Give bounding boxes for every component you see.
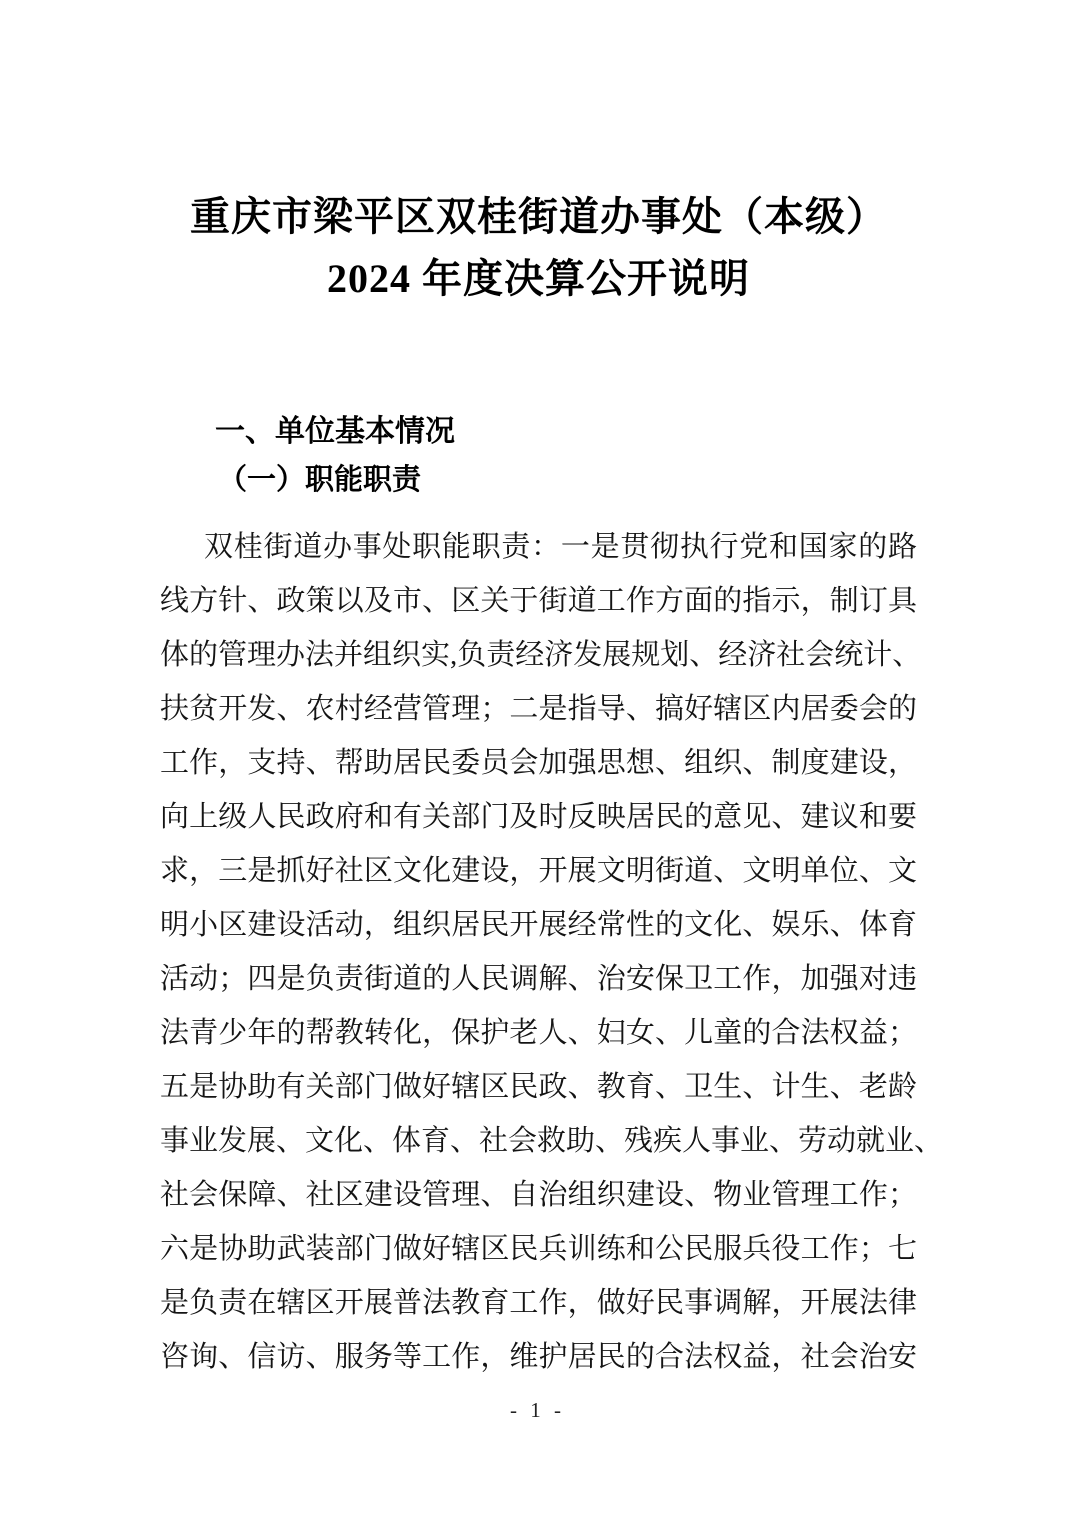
paragraph-line: 扶贫开发、农村经营管理；二是指导、搞好辖区内居委会的 — [160, 693, 917, 725]
section-heading-basic-info: 一、单位基本情况 — [215, 415, 455, 448]
paragraph-line: 活动；四是负责街道的人民调解、治安保卫工作，加强对违 — [160, 963, 917, 995]
document-title-line1: 重庆市梁平区双桂街道办事处（本级） — [190, 194, 887, 239]
paragraph-duties — [160, 520, 944, 1384]
paragraph-line: 双桂街道办事处职能职责：一是贯彻执行党和国家的路 — [204, 531, 917, 563]
paragraph-line: 求，三是抓好社区文化建设，开展文明街道、文明单位、文 — [160, 855, 917, 887]
document-title-line2: 2024 年度决算公开说明 — [327, 256, 750, 301]
paragraph-line: 明小区建设活动，组织居民开展经常性的文化、娱乐、体育 — [160, 909, 917, 941]
page-number: - 1 - — [510, 1398, 565, 1422]
paragraph-line: 事业发展、文化、体育、社会救助、残疾人事业、劳动就业、 — [160, 1125, 944, 1157]
paragraph-line: 线方针、政策以及市、区关于街道工作方面的指示，制订具 — [160, 585, 917, 617]
paragraph-line: 五是协助有关部门做好辖区民政、教育、卫生、计生、老龄 — [160, 1071, 917, 1103]
paragraph-line: 是负责在辖区开展普法教育工作，做好民事调解，开展法律 — [160, 1287, 917, 1319]
paragraph-line: 六是协助武装部门做好辖区民兵训练和公民服兵役工作；七 — [160, 1233, 917, 1265]
paragraph-line: 工作，支持、帮助居民委员会加强思想、组织、制度建设， — [160, 747, 917, 779]
paragraph-line: 法青少年的帮教转化，保护老人、妇女、儿童的合法权益； — [160, 1017, 917, 1049]
paragraph-line: 咨询、信访、服务等工作，维护居民的合法权益，社会治安 — [160, 1341, 917, 1373]
paragraph-line: 向上级人民政府和有关部门及时反映居民的意见、建议和要 — [160, 801, 917, 833]
paragraph-line: 体的管理办法并组织实,负责经济发展规划、经济社会统计、 — [160, 639, 922, 671]
paragraph-line: 社会保障、社区建设管理、自治组织建设、物业管理工作； — [160, 1179, 917, 1211]
document-title — [160, 186, 917, 310]
subsection-heading-duties: （一）职能职责 — [218, 464, 422, 496]
